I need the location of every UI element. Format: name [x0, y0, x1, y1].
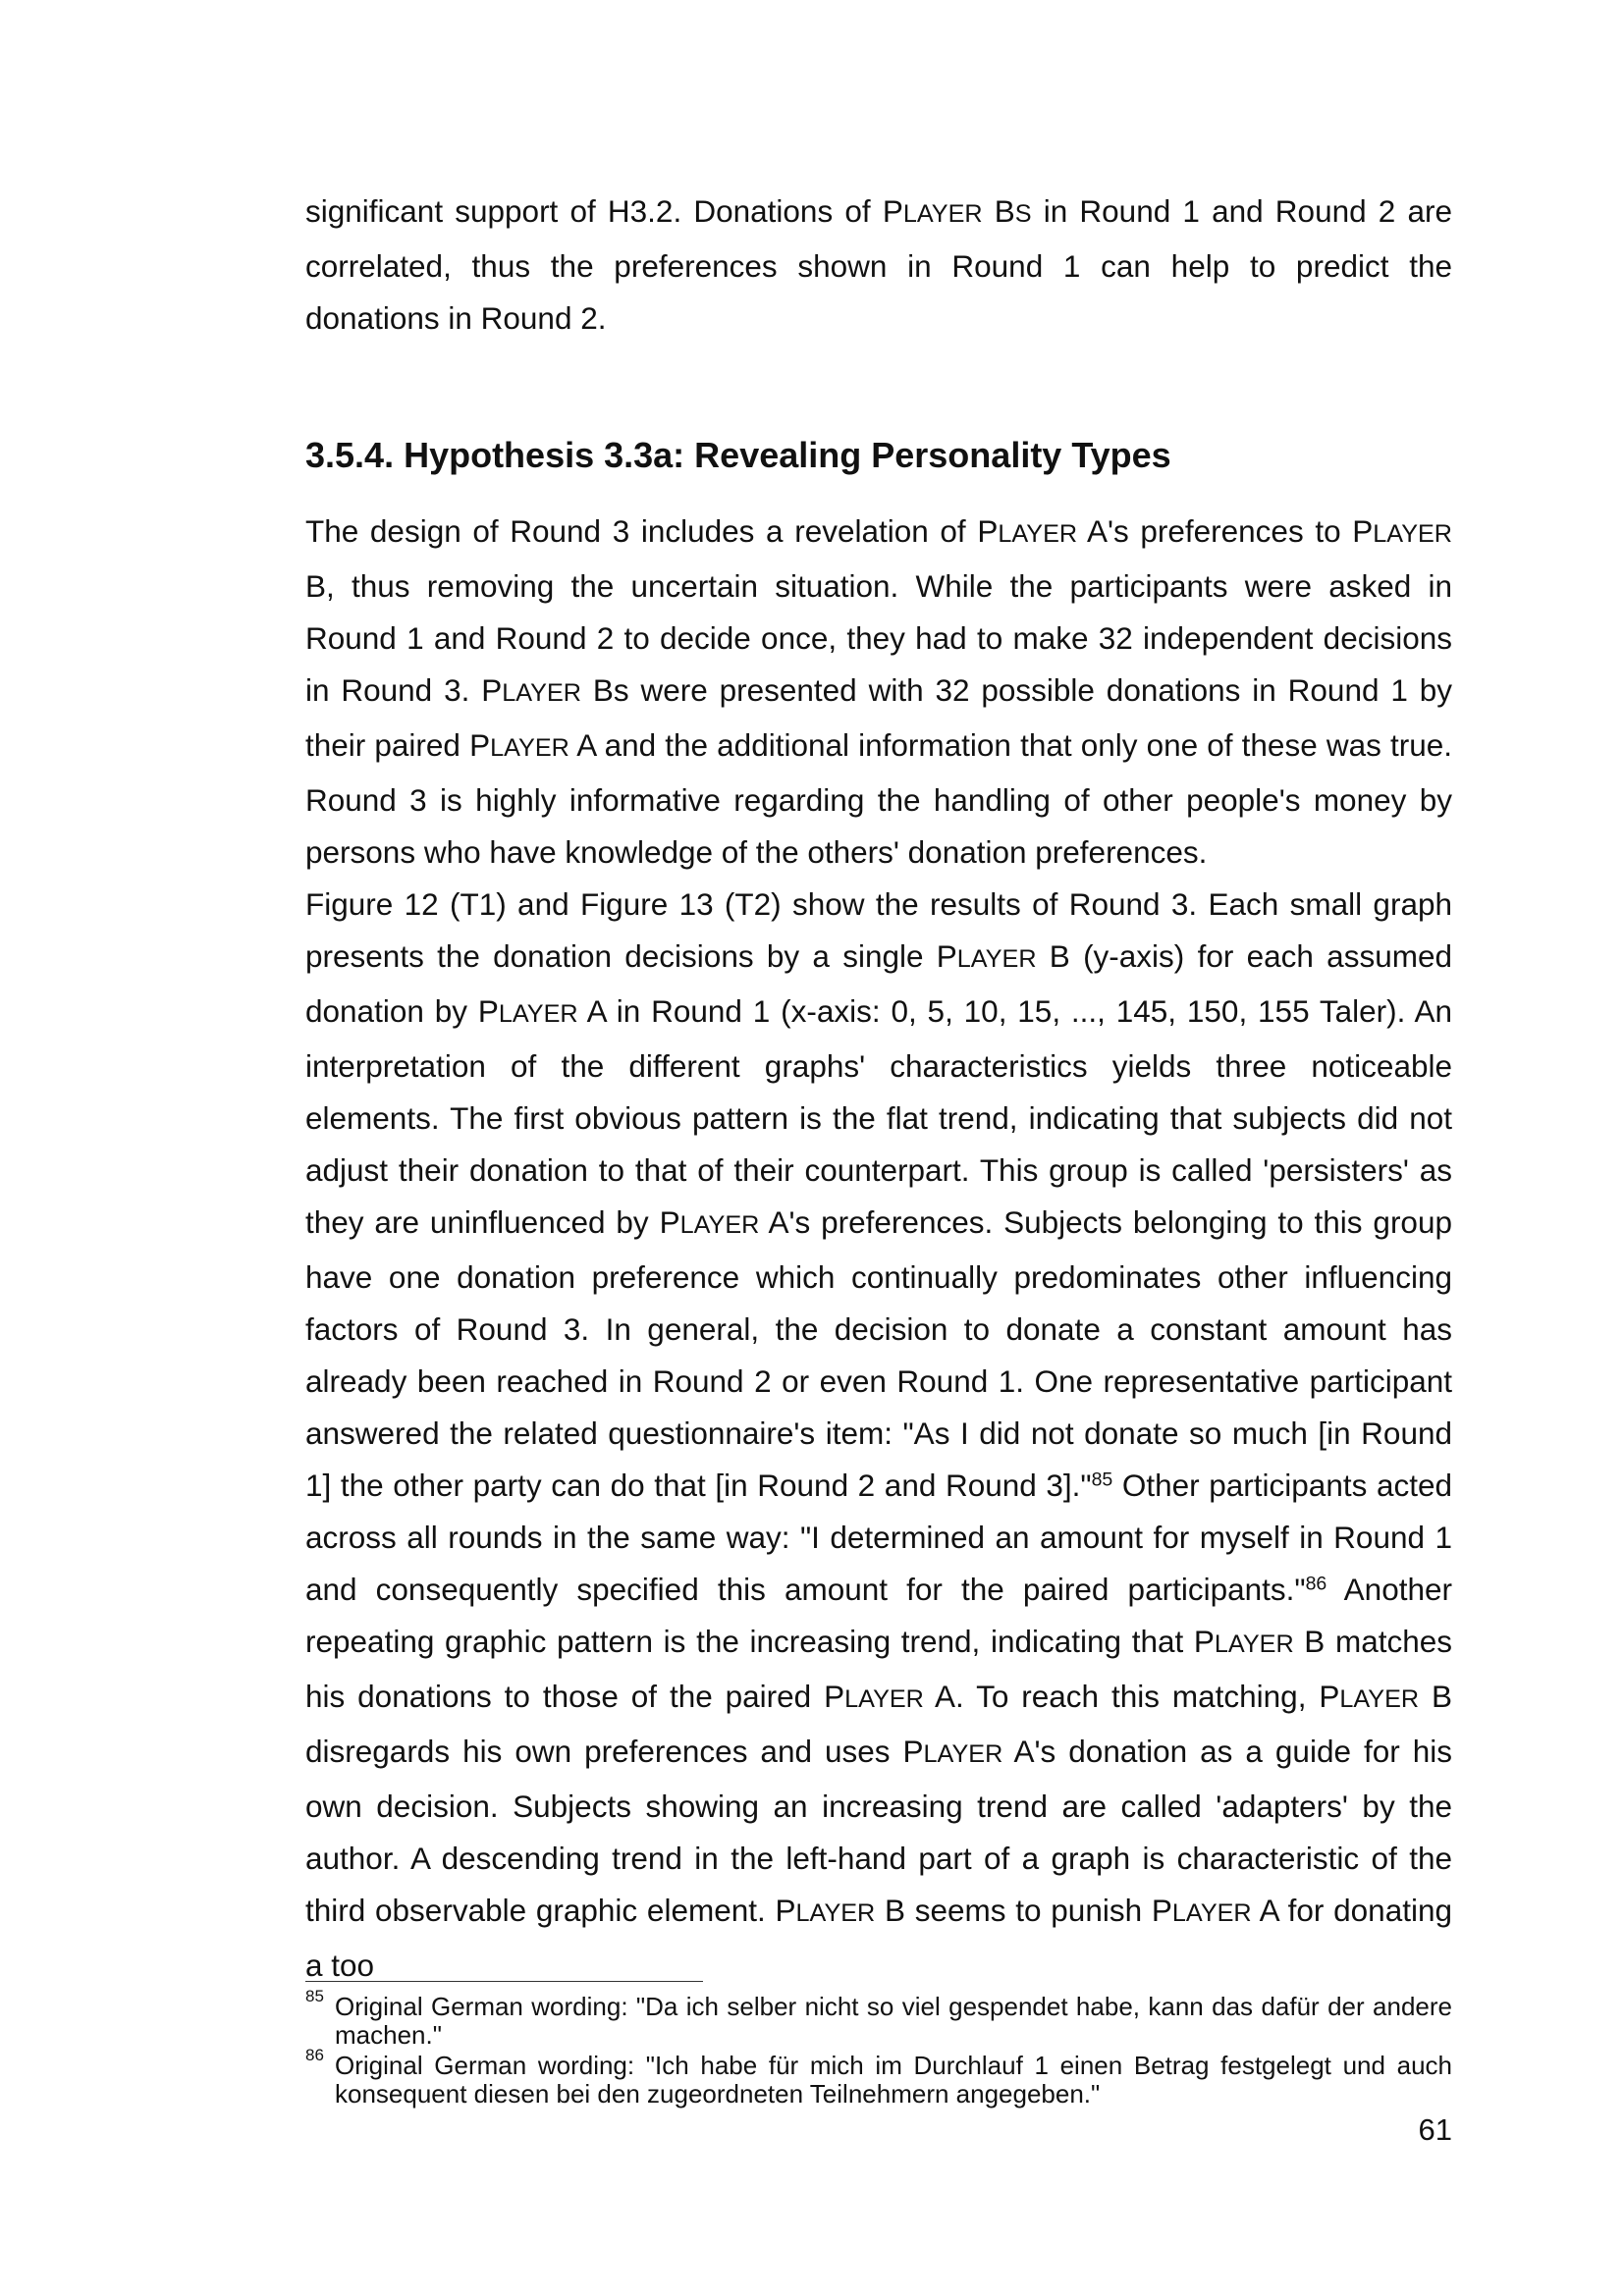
small-caps-initial: P — [882, 193, 903, 229]
text-run: A and the additional information that only one of these was true. Round 3 is highly informative regarding the handling of other people's money by persons who have knowledge of the others' donation preferences. — [305, 727, 1452, 870]
footnote-text: Original German wording: "Ich habe für mich im Durchlauf 1 einen Betrag festgelegt und auch konsequent diesen bei den zugeordneten Teilnehmern angegeben." — [335, 2051, 1452, 2109]
player-term: PLAYER — [936, 938, 1037, 974]
text-run: B, thus removing the uncertain situation. While the participants were asked in Round 1 and Round 2 to decide once, they had to make 32 independent decisions in Round 3. — [305, 568, 1452, 708]
small-caps-run: LAYER — [902, 200, 983, 228]
player-term: PLAYER — [469, 727, 569, 763]
player-term: PLAYER — [1193, 1624, 1294, 1659]
text-run: A's preferences to — [1077, 513, 1353, 549]
player-term: PLAYER — [477, 993, 578, 1029]
paragraph-figure-results — [305, 879, 1452, 1992]
text-run: A in Round 1 (x-axis: 0, 5, 10, 15, ..., 145, 150, 155 Taler). An interpretation of the different graphs' characteristics yields three noticeable elements. The first obvious pattern is the flat trend, indicating that subjects did not adjust their donation to that of their counterpart. This group is called 'persisters' as they are uninfluenced by — [305, 993, 1452, 1240]
player-term: PLAYER — [824, 1679, 924, 1714]
footnote-separator — [305, 1981, 703, 1982]
footnote-85 — [305, 1987, 1452, 2050]
player-term: PLAYER — [902, 1734, 1003, 1769]
player-term: PLAYER — [1352, 513, 1452, 549]
footnotes — [305, 1987, 1452, 2110]
text-run: B — [982, 193, 1015, 229]
footnote-86 — [305, 2046, 1452, 2109]
footnote-text: Original German wording: "Da ich selber nicht so viel gespendet habe, kann das dafür der andere machen." — [335, 1992, 1452, 2050]
player-term: PLAYER — [1151, 1893, 1252, 1928]
player-term: PLAYER — [977, 513, 1078, 549]
text-run: Other participants acted across all rounds in the same way: "I determined an amount for myself in Round 1 and consequently specified this amount for the paired participants." — [305, 1468, 1452, 1607]
text-run: B (y-axis) for each assumed donation by — [305, 938, 1452, 1029]
text-run: A's preferences. Subjects belonging to this group have one donation preference which continually predominates other influencing factors of Round 3. In general, the decision to donate a constant amount has already been reached in Round 2 or even Round 1. One representative participant answered the related questionnaire's item: "As I did not donate so much [in Round 1] the other party can do that [in Round 2 and Round 3]." — [305, 1204, 1452, 1503]
player-term: PLAYER — [659, 1204, 760, 1240]
text-run: B matches his donations to those of the paired — [305, 1624, 1452, 1714]
small-caps-run: S — [1014, 200, 1032, 228]
text-run: A. To reach this matching, — [923, 1679, 1320, 1714]
paragraph-round3-design — [305, 506, 1452, 879]
text-run: B seems to punish — [875, 1893, 1152, 1928]
footnote-number: 86 — [305, 2046, 324, 2064]
text-run: A for donating a too — [305, 1893, 1453, 1983]
text-run: The design of Round 3 includes a revelation of — [305, 513, 978, 549]
page-number: 61 — [1418, 2112, 1452, 2147]
footnote-ref-86[interactable]: 86 — [1305, 1573, 1327, 1595]
text-run: Bs were presented with 32 possible donations in Round 1 by their paired — [305, 672, 1452, 763]
player-term: PLAYER — [775, 1893, 876, 1928]
text-run: Figure 12 (T1) and Figure 13 (T2) show the results of Round 3. Each small graph presents the donation decisions by a single — [305, 886, 1452, 974]
player-term: PLAYER — [1319, 1679, 1420, 1714]
player-term: PLAYER — [481, 672, 581, 708]
text-run: in Round 1 and Round 2 are correlated, thus the preferences shown in Round 1 can help to predict the donations in Round 2. — [305, 193, 1453, 336]
intro-paragraph — [305, 186, 1452, 345]
footnote-number: 85 — [305, 1987, 324, 2005]
text-run: A's donation as a guide for his own decision. Subjects showing an increasing trend are called 'adapters' by the author. A descending trend in the left-hand part of a graph is characteristic of the third observable graphic element. — [305, 1734, 1452, 1928]
section-heading: 3.5.4. Hypothesis 3.3a: Revealing Personality Types — [305, 435, 1171, 475]
page-body — [305, 186, 1452, 1992]
footnote-ref-85[interactable]: 85 — [1091, 1468, 1113, 1491]
text-run: Another repeating graphic pattern is the increasing trend, indicating that — [305, 1572, 1452, 1659]
text-run: significant support of H3.2. Donations of — [305, 193, 883, 229]
text-run: B disregards his own preferences and uses — [305, 1679, 1452, 1769]
